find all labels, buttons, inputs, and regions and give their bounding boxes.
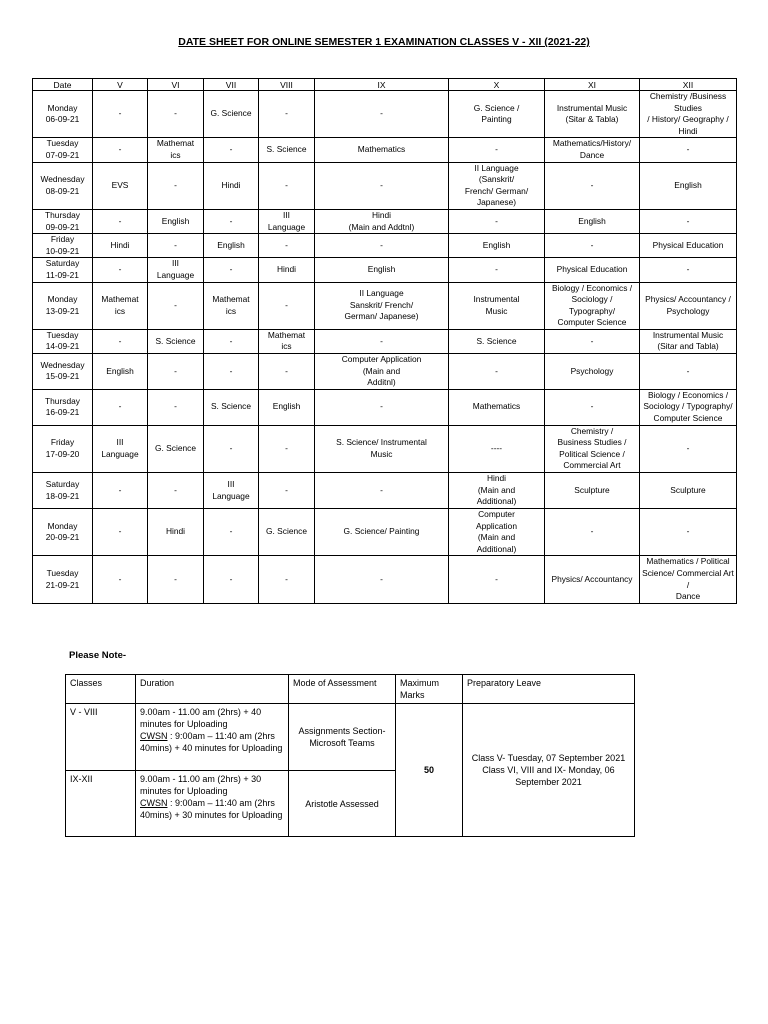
column-header-class: VII — [204, 79, 259, 91]
notes-header-duration: Duration — [136, 675, 289, 704]
subject-cell: English — [545, 209, 640, 233]
subject-cell: - — [545, 162, 640, 209]
notes-header-row — [66, 675, 635, 704]
subject-cell: - — [148, 162, 204, 209]
subject-cell: Physical Education — [545, 258, 640, 282]
date-cell: Tuesday 14-09-21 — [33, 329, 93, 353]
cwsn-duration-text: : 9:00am – 11:40 am (2hrs 40mins) + 30 minutes for Uploading — [140, 798, 283, 820]
subject-cell: - — [259, 556, 315, 603]
date-cell: Friday 17-09-20 — [33, 425, 93, 472]
subject-cell: English — [204, 234, 259, 258]
subject-cell: English — [93, 354, 148, 390]
column-header-class: IX — [315, 79, 449, 91]
date-sheet-header-row — [33, 79, 737, 91]
column-header-class: XII — [640, 79, 737, 91]
subject-cell: Hindi — [204, 162, 259, 209]
subject-cell: - — [204, 258, 259, 282]
subject-cell: S. Science/ Instrumental Music — [315, 425, 449, 472]
date-cell: Monday 13-09-21 — [33, 282, 93, 329]
subject-cell: - — [204, 509, 259, 556]
date-cell: Wednesday 08-09-21 — [33, 162, 93, 209]
subject-cell: Hindi — [259, 258, 315, 282]
subject-cell: Biology / Economics / Sociology / Typography/ Computer Science — [640, 389, 737, 425]
notes-classes-cell: IX-XII — [66, 771, 136, 837]
notes-classes-cell: V - VIII — [66, 704, 136, 771]
page-title: DATE SHEET FOR ONLINE SEMESTER 1 EXAMINATION CLASSES V - XII (2021-22) — [178, 36, 590, 48]
subject-cell: - — [259, 354, 315, 390]
notes-header-classes: Classes — [66, 675, 136, 704]
cwsn-label: CWSN — [140, 731, 168, 741]
subject-cell: Mathematics / Political Science/ Commercial Art / Dance — [640, 556, 737, 603]
subject-cell: - — [204, 354, 259, 390]
date-cell: Thursday 09-09-21 — [33, 209, 93, 233]
date-cell: Saturday 11-09-21 — [33, 258, 93, 282]
subject-cell: - — [93, 389, 148, 425]
notes-duration-cell — [136, 704, 289, 771]
subject-cell: Computer Application (Main and Additional) — [449, 509, 545, 556]
cwsn-duration-text: : 9:00am – 11:40 am (2hrs 40mins) + 40 minutes for Uploading — [140, 731, 283, 753]
schedule-row — [33, 138, 737, 162]
subject-cell: - — [545, 509, 640, 556]
subject-cell: English — [449, 234, 545, 258]
subject-cell: Chemistry /Business Studies / History/ Geography / Hindi — [640, 91, 737, 138]
subject-cell: Hindi — [93, 234, 148, 258]
date-cell: Saturday 18-09-21 — [33, 473, 93, 509]
subject-cell: - — [148, 389, 204, 425]
subject-cell: English — [640, 162, 737, 209]
date-cell: Tuesday 21-09-21 — [33, 556, 93, 603]
subject-cell: G. Science/ Painting — [315, 509, 449, 556]
subject-cell: - — [204, 138, 259, 162]
date-sheet-table — [32, 78, 737, 604]
subject-cell: Psychology — [545, 354, 640, 390]
subject-cell: - — [449, 354, 545, 390]
schedule-row — [33, 473, 737, 509]
subject-cell: Instrumental Music (Sitar and Tabla) — [640, 329, 737, 353]
schedule-row — [33, 234, 737, 258]
subject-cell: Mathematics — [315, 138, 449, 162]
subject-cell: Mathemat ics — [93, 282, 148, 329]
subject-cell: - — [148, 91, 204, 138]
cwsn-label: CWSN — [140, 798, 168, 808]
subject-cell: Instrumental Music — [449, 282, 545, 329]
subject-cell: - — [259, 234, 315, 258]
subject-cell: - — [449, 209, 545, 233]
subject-cell: - — [93, 509, 148, 556]
schedule-row — [33, 91, 737, 138]
notes-duration-cell — [136, 771, 289, 837]
subject-cell: English — [315, 258, 449, 282]
schedule-row — [33, 389, 737, 425]
subject-cell: - — [204, 209, 259, 233]
subject-cell: - — [148, 282, 204, 329]
subject-cell: - — [449, 258, 545, 282]
subject-cell: Hindi (Main and Additional) — [449, 473, 545, 509]
subject-cell: - — [93, 209, 148, 233]
schedule-row — [33, 556, 737, 603]
column-header-class: VI — [148, 79, 204, 91]
subject-cell: - — [204, 556, 259, 603]
subject-cell: - — [148, 556, 204, 603]
subject-cell: - — [93, 473, 148, 509]
subject-cell: - — [315, 329, 449, 353]
notes-mode-cell: Aristotle Assessed — [289, 771, 396, 837]
subject-cell: - — [449, 556, 545, 603]
duration-text: 9.00am - 11.00 am (2hrs) + 40 minutes for Uploading — [140, 707, 262, 729]
note-label: Please Note- — [69, 650, 127, 661]
subject-cell: S. Science — [204, 389, 259, 425]
subject-cell: - — [640, 354, 737, 390]
date-cell: Wednesday 15-09-21 — [33, 354, 93, 390]
column-header-class: XI — [545, 79, 640, 91]
subject-cell: - — [259, 282, 315, 329]
date-cell: Friday 10-09-21 — [33, 234, 93, 258]
subject-cell: Physics/ Accountancy / Psychology — [640, 282, 737, 329]
subject-cell: G. Science — [148, 425, 204, 472]
notes-table — [65, 674, 635, 837]
subject-cell: - — [315, 91, 449, 138]
subject-cell: G. Science — [204, 91, 259, 138]
notes-mode-cell: Assignments Section- Microsoft Teams — [289, 704, 396, 771]
subject-cell: - — [93, 556, 148, 603]
column-header-class: VIII — [259, 79, 315, 91]
schedule-row — [33, 282, 737, 329]
subject-cell: - — [545, 329, 640, 353]
subject-cell: - — [93, 138, 148, 162]
subject-cell: - — [640, 425, 737, 472]
subject-cell: Hindi — [148, 509, 204, 556]
subject-cell: EVS — [93, 162, 148, 209]
max-marks-cell: 50 — [396, 704, 463, 837]
subject-cell: - — [259, 473, 315, 509]
subject-cell: - — [640, 258, 737, 282]
subject-cell: Computer Application (Main and Additnl) — [315, 354, 449, 390]
notes-header-mode: Mode of Assessment — [289, 675, 396, 704]
subject-cell: III Language — [93, 425, 148, 472]
subject-cell: - — [315, 473, 449, 509]
subject-cell: - — [315, 389, 449, 425]
subject-cell: Mathemat ics — [204, 282, 259, 329]
subject-cell: - — [148, 234, 204, 258]
subject-cell: Mathematics — [449, 389, 545, 425]
date-cell: Monday 20-09-21 — [33, 509, 93, 556]
subject-cell: - — [640, 509, 737, 556]
notes-header-prep-leave: Preparatory Leave — [463, 675, 635, 704]
subject-cell: - — [259, 162, 315, 209]
subject-cell: English — [259, 389, 315, 425]
subject-cell: G. Science — [259, 509, 315, 556]
subject-cell: Sculpture — [640, 473, 737, 509]
subject-cell: - — [259, 425, 315, 472]
date-cell: Monday 06-09-21 — [33, 91, 93, 138]
subject-cell: - — [449, 138, 545, 162]
schedule-row — [33, 258, 737, 282]
subject-cell: - — [148, 473, 204, 509]
subject-cell: Physics/ Accountancy — [545, 556, 640, 603]
notes-header-max-marks: Maximum Marks — [396, 675, 463, 704]
subject-cell: Sculpture — [545, 473, 640, 509]
column-header-class: V — [93, 79, 148, 91]
schedule-row — [33, 425, 737, 472]
subject-cell: S. Science — [259, 138, 315, 162]
subject-cell: - — [640, 138, 737, 162]
subject-cell: - — [315, 162, 449, 209]
subject-cell: - — [315, 556, 449, 603]
subject-cell: III Language — [204, 473, 259, 509]
subject-cell: Mathemat ics — [148, 138, 204, 162]
subject-cell: - — [204, 425, 259, 472]
subject-cell: Biology / Economics / Sociology / Typography/ Computer Science — [545, 282, 640, 329]
subject-cell: - — [315, 234, 449, 258]
subject-cell: - — [640, 209, 737, 233]
schedule-row — [33, 162, 737, 209]
date-cell: Tuesday 07-09-21 — [33, 138, 93, 162]
subject-cell: - — [545, 389, 640, 425]
column-header-class: X — [449, 79, 545, 91]
subject-cell: - — [545, 234, 640, 258]
subject-cell: Mathemat ics — [259, 329, 315, 353]
column-header-date: Date — [33, 79, 93, 91]
subject-cell: - — [93, 329, 148, 353]
subject-cell: Hindi (Main and Addtnl) — [315, 209, 449, 233]
subject-cell: Mathematics/History/ Dance — [545, 138, 640, 162]
subject-cell: Physical Education — [640, 234, 737, 258]
subject-cell: - — [259, 91, 315, 138]
subject-cell: - — [93, 91, 148, 138]
subject-cell: English — [148, 209, 204, 233]
schedule-row — [33, 329, 737, 353]
duration-text: 9.00am - 11.00 am (2hrs) + 30 minutes for Uploading — [140, 774, 262, 796]
subject-cell: ---- — [449, 425, 545, 472]
subject-cell: III Language — [259, 209, 315, 233]
subject-cell: II Language (Sanskrit/ French/ German/ Japanese) — [449, 162, 545, 209]
subject-cell: - — [93, 258, 148, 282]
schedule-row — [33, 209, 737, 233]
subject-cell: - — [148, 354, 204, 390]
subject-cell: Instrumental Music (Sitar & Tabla) — [545, 91, 640, 138]
date-sheet-body — [33, 91, 737, 604]
subject-cell: III Language — [148, 258, 204, 282]
date-cell: Thursday 16-09-21 — [33, 389, 93, 425]
subject-cell: - — [204, 329, 259, 353]
subject-cell: II Language Sanskrit/ French/ German/ Japanese) — [315, 282, 449, 329]
subject-cell: S. Science — [148, 329, 204, 353]
schedule-row — [33, 354, 737, 390]
schedule-row — [33, 509, 737, 556]
notes-row-v-viii — [66, 704, 635, 771]
subject-cell: S. Science — [449, 329, 545, 353]
prep-leave-cell: Class V- Tuesday, 07 September 2021 Class VI, VIII and IX- Monday, 06 September 2021 — [463, 704, 635, 837]
subject-cell: Chemistry / Business Studies / Political Science / Commercial Art — [545, 425, 640, 472]
subject-cell: G. Science / Painting — [449, 91, 545, 138]
